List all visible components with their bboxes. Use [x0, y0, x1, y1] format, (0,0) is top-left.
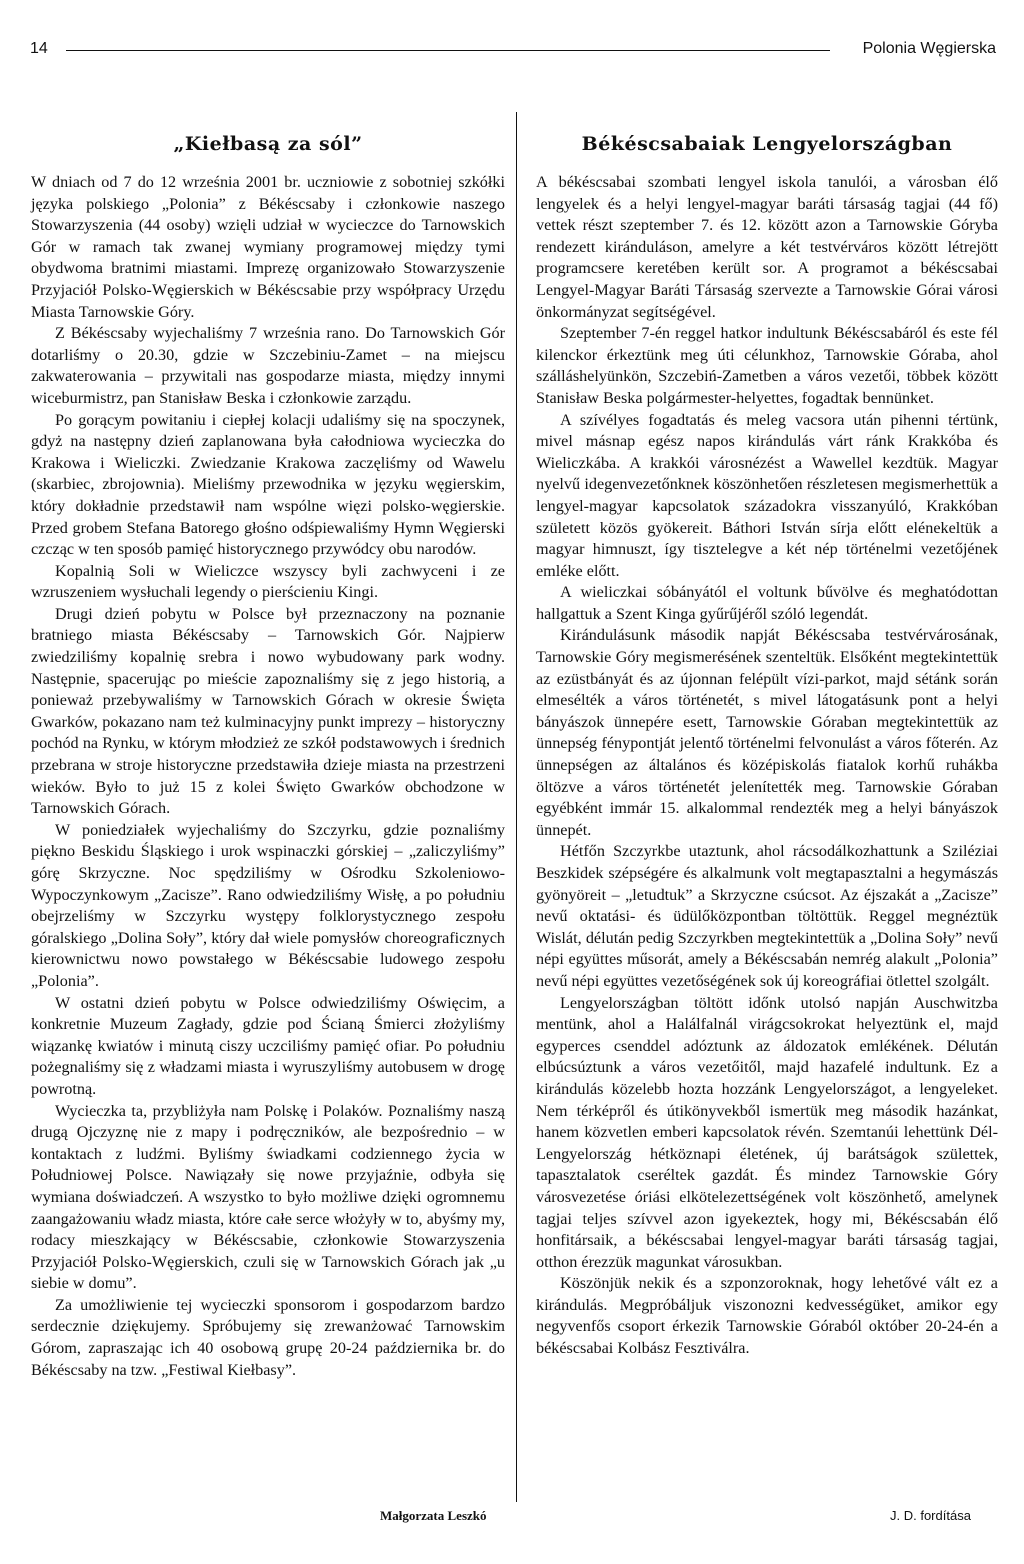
paragraph: Z Békéscsaby wyjechaliśmy 7 września rano. Do Tarnowskich Gór dotarliśmy o 20.30, gdzie w Szczebiniu-Zamet – na miejscu zakwaterowania – przywitali nas gospodarze miasta, między innymi wiceburmistrz, pan Stanisław Beska i członkowie zarządu. — [31, 324, 505, 407]
translator-signature: J. D. fordítása — [890, 1508, 971, 1523]
paragraph: Drugi dzień pobytu w Polsce był przeznaczony na poznanie bratniego miasta Békéscsaby – Tarnowskich Gór. Najpierw zwiedziliśmy kopalnię srebra i nowo wybudowany park wodny. Następnie, spacerując po mieście zapoznaliśmy się z jego historią, a ponieważ przebywaliśmy w Tarnowskich Górach w okresie Święta Gwarków, pokazano nam też kulminacyjny punkt imprezy – historyczny pochód na Rynku, w którym młodzież ze szkół podstawowych i średnich przebrana w stroje historyczne przedstawiła dzieje miasta na przestrzeni wieków. Było to już 15 z kolei Święto Gwarków obchodzone w Tarnowskich Górach. — [31, 604, 505, 818]
paragraph: Kirándulásunk második napját Békéscsaba testvérvárosának, Tarnowskie Góry megismerésének szenteltük. Elsőként megtekintettük az ezüstbányát és az újonnan felépült vízi-parkot, majd sétánk során elmesélték a város történetét, s mivel látogatásunk pont a helyi bányászok ünnepére esett, Tarnowskie Góraban megtekintettük az ünnepség fénypontját jelentő történelmi felvonulást a város főterén. Az ünnepségen az általános és középiskolás fiatalok korhű ruhákba öltözve a város történetét jelenítették meg. Tarnowskie Góraban egyébként immár 15. alkalommal rendezték meg a helyi bányászok ünnepét. — [536, 626, 998, 839]
paragraph: Po gorącym powitaniu i ciepłej kolacji udaliśmy się na spoczynek, gdyż na następny dzień zaplanowana była całodniowa wycieczka do Krakowa i Wieliczki. Zwiedzanie Krakowa zaczęliśmy od Wawelu (skarbiec, zbrojownia). Mieliśmy przewodnika w języku węgierskim, który dokładnie przedstawił nam wspólne więzi polsko-węgierskie. Przed grobem Stefana Batorego głośno odśpiewaliśmy Hymn Węgierski czcząc w ten sposób pamięć historycznego przywódcy obu narodów. — [31, 410, 505, 559]
article-title-polish: „Kiełbasą za sól” — [173, 133, 363, 155]
magazine-name: Polonia Węgierska — [862, 40, 996, 57]
paragraph: W poniedziałek wyjechaliśmy do Szczyrku, gdzie poznaliśmy piękno Beskidu Śląskiego i urok wspinaczki górskiej – „zaliczyliśmy” górę Skrzyczne. Noc spędziliśmy w Ośrodku Szkoleniowo-Wypoczynkowym „Zacisze”. Rano odwiedziliśmy Wisłę, a po południu obejrzeliśmy w Szczyrku występy folklorystycznego zespołu góralskiego „Dolina Soły”, który dał wiele pomysłów choreograficznych kierownictwu nowo powstałego w Békéscsabie ludowego zespołu „Polonia”. — [31, 820, 505, 990]
article-polish — [31, 132, 505, 1381]
paragraph: Hétfőn Szczyrkbe utaztunk, ahol rácsodálkozhattunk a Sziléziai Beszkidek szépségére és alkalmunk volt megtapasztalni a hegymászás gyönyöreit – „letudtuk” a Skrzyczne csúcsot. Az éjszakát a „Zacisze” nevű oktatási- és üdülőközpontban töltöttük. Reggel megnéztük Wislát, délután pedig Szczyrkben megtekintettük a „Dolina Soły” nevű népi együttes műsorát, amely a Békéscsabán nemrég alakult „Polonia” nevű népi együttes vezetőségének sok új koreográfiai ötlettel szolgált. — [536, 842, 998, 990]
header-rule — [66, 50, 830, 51]
paragraph: Szeptember 7-én reggel hatkor indultunk Békéscsabáról és este fél kilenckor érkeztünk meg úti célunkhoz, Tarnowskie Góraba, ahol szálláshelyünkön, Szczebiń-Zametben a város vezetői, többek között Stanisław Beska polgármester-helyettes, fogadtak bennünket. — [536, 324, 998, 407]
paragraph: W ostatni dzień pobytu w Polsce odwiedziliśmy Oświęcim, a konkretnie Muzeum Zagłady, gdzie pod Ścianą Śmierci złożyliśmy wiązankę kwiatów i minutą ciszy uczciliśmy pamięć ofiar. Po południu pożegnaliśmy się z władzami miasta i wyruszyliśmy autobusem w drogę powrotną. — [31, 993, 505, 1098]
author-signature: Małgorzata Leszkó — [380, 1508, 487, 1523]
paragraph: Wycieczka ta, przybliżyła nam Polskę i Polaków. Poznaliśmy naszą drugą Ojczyznę nie z mapy i podręczników, ale bezpośrednio – w kontaktach z ludźmi. Byliśmy świadkami codziennego życia w Południowej Polsce. Nawiązały się nowe przyjaźnie, odbyła się wymiana doświadczeń. A wszystko to było możliwe dzięki ogromnemu zaangażowaniu władz miasta, które całe serce włożyły w to, abyśmy my, rodacy mieszkający w Békéscsabie, członkowie Stowarzyszenia Przyjaciół Polsko-Węgierskich, czuli się w Tarnowskich Górach jak „u siebie w domu”. — [31, 1101, 505, 1293]
paragraph: W dniach od 7 do 12 września 2001 br. uczniowie z sobotniej szkółki języka polskiego „Polonia” z Békéscsaby i członkowie naszego Stowarzyszenia (44 osoby) wzięli udział w wycieczce do Tarnowskich Gór w ramach tak zwanej wymiany programowej między tymi obydwoma bratnimi miastami. Imprezę organizowało Stowarzyszenie Przyjaciół Polsko-Węgierskich w Békéscsabie przy współpracy Urzędu Miasta Tarnowskie Góry. — [31, 173, 505, 321]
paragraph: A szívélyes fogadtatás és meleg vacsora után pihenni tértünk, mivel másnap egész napos kirándulás várt ránk Krakkóba és Wieliczkába. A krakkói városnézést a Wawellel kezdtük. Magyar nyelvű idegenvezetőnknek köszönhetően részletesen megismerhettük a lengyel-magyar kapcsolatok századokra visszanyúló, Krakkóban született közös gyökereit. Báthori István sírja előtt elénekeltük a magyar himnuszt, így tisztelegve a két nép történelmi vezetőjének emléke előtt. — [536, 410, 998, 580]
column-divider — [516, 112, 517, 1502]
paragraph: Za umożliwienie tej wycieczki sponsorom i gospodarzom bardzo serdecznie dziękujemy. Spróbujemy się zrewanżować Tarnowskim Górom, zapraszając ich 40 osobową grupę 20-24 października br. do Békéscsaby na tzw. „Festiwal Kiełbasy”. — [31, 1295, 505, 1379]
article-hungarian — [536, 132, 998, 1360]
paragraph: Köszönjük nekik és a szponzoroknak, hogy lehetővé vált ez a kirándulás. Megpróbáljuk viszonozni kedvességüket, amikor egy negyvenfős csoport érkezik Tarnowskie Góraból október 20-24-én a békéscsabai Kolbász Fesztiválra. — [536, 1274, 998, 1358]
paragraph: Lengyelországban töltött időnk utolsó napján Auschwitzba mentünk, ahol a Halálfalnál virágcsokrokat helyeztünk el, majd egyperces csenddel adóztunk az áldozatok emlékének. Délután elbúcsúztunk a város vezetőitől, majd hazafelé indultunk. Ez a kirándulás közelebb hozta hozzánk Lengyelországot, a lengyeleket. Nem térképről és útikönyvekből ismertük meg második hazánkat, hanem közvetlen emberi kapcsolatok révén. Szemtanúi lehettünk Dél-Lengyelország hétköznapi életének, új barátságok születtek, tapasztalatok cseréltek gazdát. És mindez Tarnowskie Góry városvezetése óriási elkötelezettségének volt köszönhető, amelynek tagjai teljes szívvel azon igyekeztek, hogy mi, Békéscsabán élő honfitársaik, a békéscsabai lengyel-magyar baráti társaság tagjai, otthon érezzük magunkat városukban. — [536, 993, 998, 1271]
paragraph: A wieliczkai sóbányától el voltunk bűvölve és meghatódottan hallgattuk a Szent Kinga gyűrűjéről szóló legendát. — [536, 583, 998, 623]
article-title-hungarian: Békéscsabaiak Lengyelországban — [581, 133, 953, 155]
paragraph: A békéscsabai szombati lengyel iskola tanulói, a városban élő lengyelek és a helyi lengyel-magyar baráti társaság tagjai (44 fő) vettek részt szeptember 7. és 12. között azon a Tarnowskie Góryba rendezett kiránduláson, amelyre a két testvérváros között létrejött programcsere keretében került sor. A programot a békéscsabai Lengyel-Magyar Baráti Társaság szervezte a Tarnowskie Górai városi önkormányzat segítségével. — [536, 173, 998, 321]
page-header — [30, 40, 996, 64]
page-number: 14 — [30, 40, 48, 57]
paragraph: Kopalnią Soli w Wieliczce wszyscy byli zachwyceni i ze wzruszeniem wysłuchali legendy o pierścieniu Kingi. — [31, 561, 505, 602]
